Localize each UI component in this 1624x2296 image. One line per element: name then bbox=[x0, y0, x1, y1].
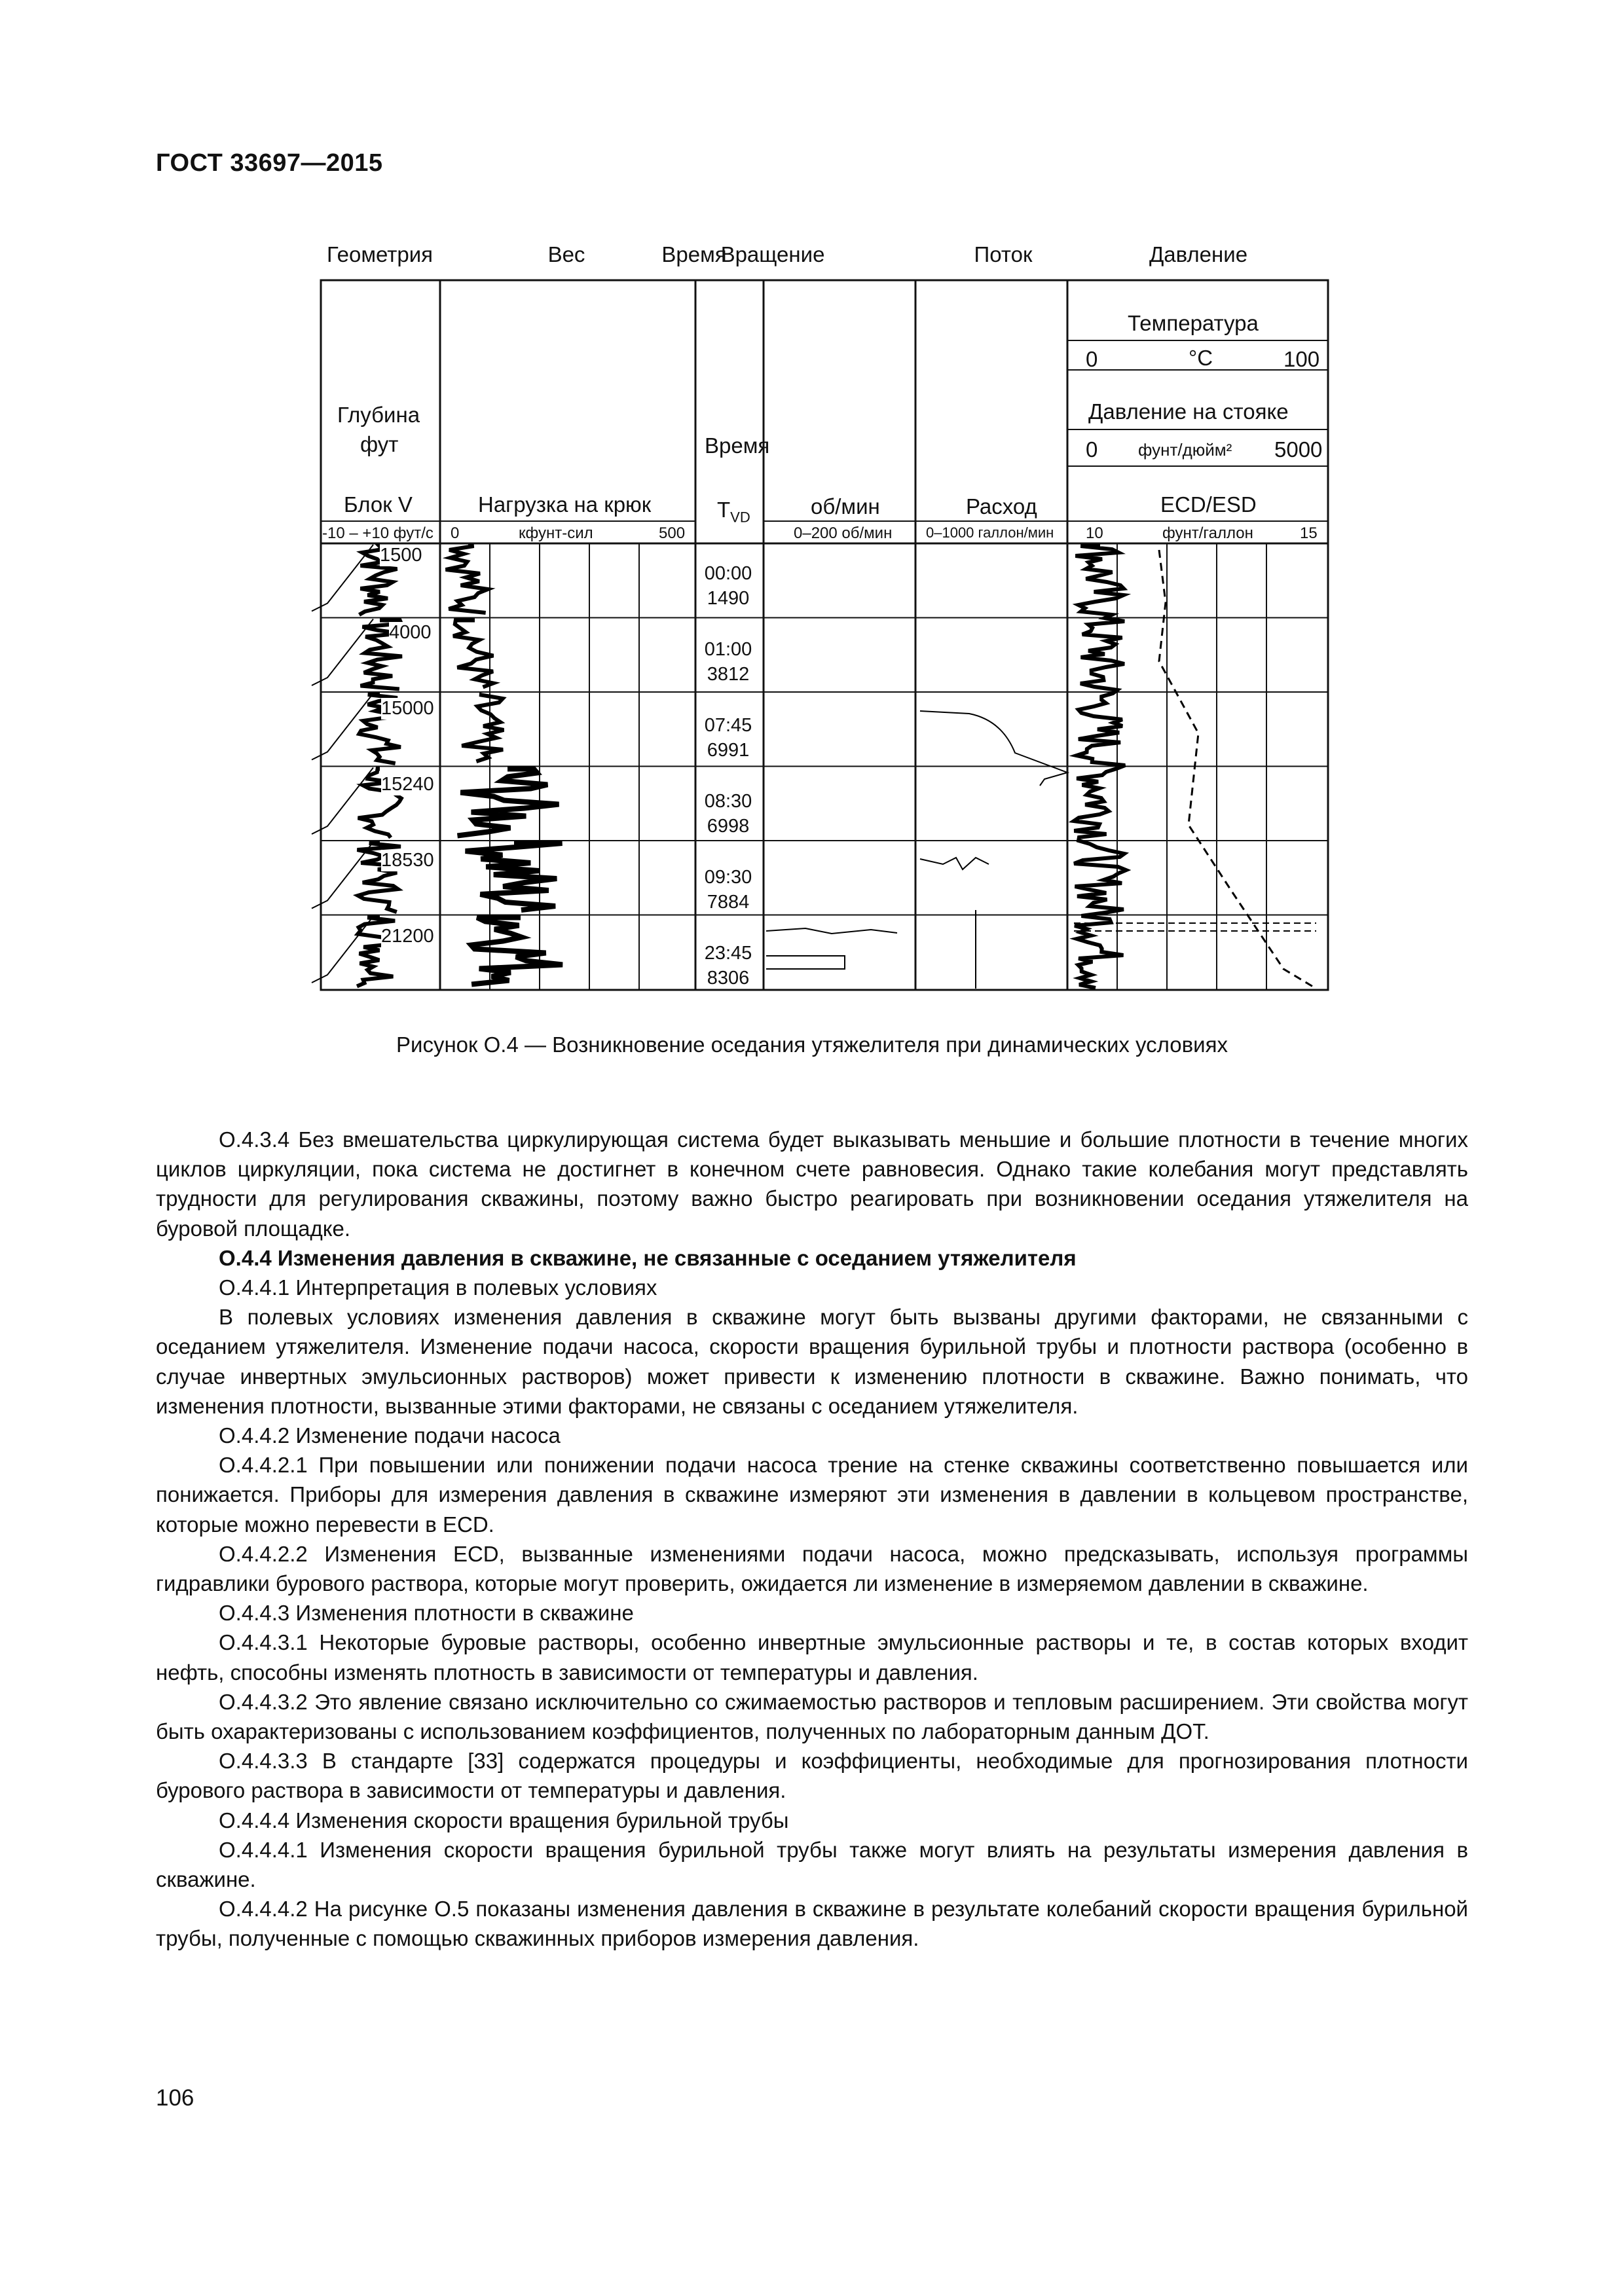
flow-label: Расход bbox=[966, 494, 1037, 519]
column-title-rotation: Вращение bbox=[720, 242, 825, 266]
paragraph: О.4.4.1 Интерпретация в полевых условиях bbox=[219, 1275, 657, 1300]
page-number: 106 bbox=[156, 2085, 194, 2111]
paragraph: О.4.4.4.1 Изменения скорости вращения бурильной трубы также могут влиять на результаты измерения давления в скважине. bbox=[156, 1837, 1468, 1892]
paragraph: О.4.4.2.1 При повышении или понижении подачи насоса трение на стенке скважины соответственно повышается или понижается. Приборы для измерения давления в скважине измеряют эти изменения в давлении в кольцевом пространстве, которые можно перевести в ECD. bbox=[156, 1453, 1468, 1537]
rpm-scale: 0–200 об/мин bbox=[794, 524, 893, 542]
flow-trace bbox=[920, 711, 1067, 786]
paragraph: О.4.4.4 Изменения скорости вращения бурильной трубы bbox=[219, 1808, 789, 1832]
body-text bbox=[156, 1125, 1468, 1954]
time-cell: 09:30 7884 bbox=[704, 867, 752, 913]
rpm-label: об/мин bbox=[811, 494, 880, 519]
figure-well-log bbox=[308, 236, 1329, 1008]
depth-value: 4000 bbox=[389, 622, 432, 643]
time-cell: 01:00 3812 bbox=[704, 639, 752, 685]
paragraph: О.4.4.3 Изменения плотности в скважине bbox=[219, 1601, 634, 1626]
paragraph: О.4.4.3.3 В стандарте [33] содержатся процедуры и коэффициенты, необходимые для прогнозирования плотности бурового раствора в зависимости от температуры и давления. bbox=[156, 1749, 1468, 1803]
paragraph: О.4.4.3.1 Некоторые буровые растворы, особенно инвертные эмульсионные растворы и те, в состав которых входит нефть, способны изменять плотность в зависимости от температуры и давления. bbox=[156, 1630, 1468, 1685]
temperature-unit: °C bbox=[1189, 346, 1213, 370]
depth-value: 15000 bbox=[381, 698, 434, 719]
column-title-pressure: Давление bbox=[1149, 242, 1248, 266]
column-title-weight: Вес bbox=[547, 242, 585, 266]
depth-unit: фут bbox=[360, 432, 399, 456]
depth-value: 21200 bbox=[381, 926, 434, 947]
well-log-plot bbox=[308, 236, 1329, 1008]
rpm-trace bbox=[766, 928, 897, 934]
figure-caption: Рисунок О.4 — Возникновение оседания утяжелителя при динамических условиях bbox=[396, 1032, 1228, 1057]
section-heading: О.4.4 Изменения давления в скважине, не связанные с оседанием утяжелителя bbox=[219, 1245, 1077, 1270]
flow-trace bbox=[920, 858, 989, 869]
hookload-trace bbox=[453, 621, 493, 687]
tvd-label: $T_{VD}$ bbox=[717, 498, 750, 526]
standpipe-unit: фунт/дюйм² bbox=[1138, 440, 1232, 460]
flow-scale: 0–1000 галлон/мин bbox=[926, 524, 1054, 541]
paragraph: О.4.4.3.2 Это явление связано исключительно со сжимаемостью растворов и тепловым расширением. Эти свойства могут быть охарактеризованы с использованием коэффициентов, полученных по лабораторным данным ДОТ. bbox=[156, 1689, 1468, 1744]
temperature-label: Температура bbox=[1128, 311, 1259, 335]
ecd-scale-max: 15 bbox=[1300, 524, 1318, 542]
paragraph: О.4.4.2 Изменение подачи насоса bbox=[219, 1423, 561, 1448]
depth-label: Глубина bbox=[337, 403, 420, 427]
depth-value: 15240 bbox=[381, 774, 434, 795]
hookload-trace bbox=[462, 695, 504, 761]
depth-value: 18530 bbox=[381, 850, 434, 871]
time-cell: 00:00 1490 bbox=[704, 563, 752, 609]
column-title-flow: Поток bbox=[974, 242, 1033, 266]
paragraph: О.4.4.2.2 Изменения ECD, вызванные изменениями подачи насоса, можно предсказывать, используя программы гидравлики бурового раствора, которые могут проверить, ожидается ли изменение в измеряемом давлении в скважине. bbox=[156, 1541, 1468, 1596]
column-title-time: Время bbox=[661, 242, 727, 266]
hookload-scale-min: 0 bbox=[451, 524, 460, 542]
standpipe-max: 5000 bbox=[1274, 437, 1323, 462]
time-cell: 07:45 6991 bbox=[704, 715, 752, 761]
time-label: Время bbox=[705, 433, 770, 458]
ecd-scale-unit: фунт/галлон bbox=[1162, 524, 1253, 542]
ecd-scale-min: 10 bbox=[1086, 524, 1103, 542]
temperature-max: 100 bbox=[1283, 347, 1320, 371]
hookload-label: Нагрузка на крюк bbox=[478, 492, 652, 517]
rpm-trace bbox=[766, 956, 845, 969]
paragraph: В полевых условиях изменения давления в скважине могут быть вызваны другими факторами, не связанными с оседанием утяжелителя. Изменение подачи насоса, скорости вращения бурильной трубы и плотности раствора (особенно в случае инвертных эмульсионных растворов) может привести к изменению плотности в скважине. Важно понимать, что изменения плотности, вызванные этими факторами, не связаны с оседанием утяжелителя. bbox=[156, 1305, 1468, 1418]
hookload-trace bbox=[471, 918, 563, 985]
hookload-trace bbox=[466, 843, 563, 910]
hookload-scale-unit: кфунт-сил bbox=[519, 524, 593, 542]
ecd-label: ECD/ESD bbox=[1160, 492, 1257, 517]
time-cell: 08:30 6998 bbox=[704, 791, 752, 837]
hookload-scale-max: 500 bbox=[659, 524, 686, 542]
geometry-scale: -10 – +10 фут/с bbox=[322, 524, 434, 542]
column-title-geometry: Геометрия bbox=[326, 242, 434, 266]
standpipe-label: Давление на стояке bbox=[1088, 399, 1289, 424]
paragraph: О.4.4.4.2 На рисунке О.5 показаны изменения давления в скважине в результате колебаний скорости вращения бурильной трубы, полученные с помощью скважинных приборов измерения давления. bbox=[156, 1897, 1468, 1951]
figure-frame bbox=[321, 280, 1328, 990]
document-header: ГОСТ 33697—2015 bbox=[156, 149, 383, 177]
block-label: Блок V bbox=[344, 492, 413, 517]
standpipe-min: 0 bbox=[1086, 437, 1098, 462]
depth-value: 1500 bbox=[380, 545, 422, 566]
hookload-trace bbox=[446, 546, 489, 613]
paragraph: О.4.3.4 Без вмешательства циркулирующая система будет выказывать меньшие и большие плотности в течение многих циклов циркуляции, пока система не достигнет в конечном счете равновесия. Однако такие колебания могут представлять трудности для регулирования скважины, поэтому важно быстро реагировать при возникновении оседания утяжелителя на буровой площадке. bbox=[156, 1127, 1468, 1241]
temperature-min: 0 bbox=[1086, 347, 1098, 371]
time-cell: 23:45 8306 bbox=[704, 943, 752, 989]
hookload-trace bbox=[457, 769, 559, 836]
